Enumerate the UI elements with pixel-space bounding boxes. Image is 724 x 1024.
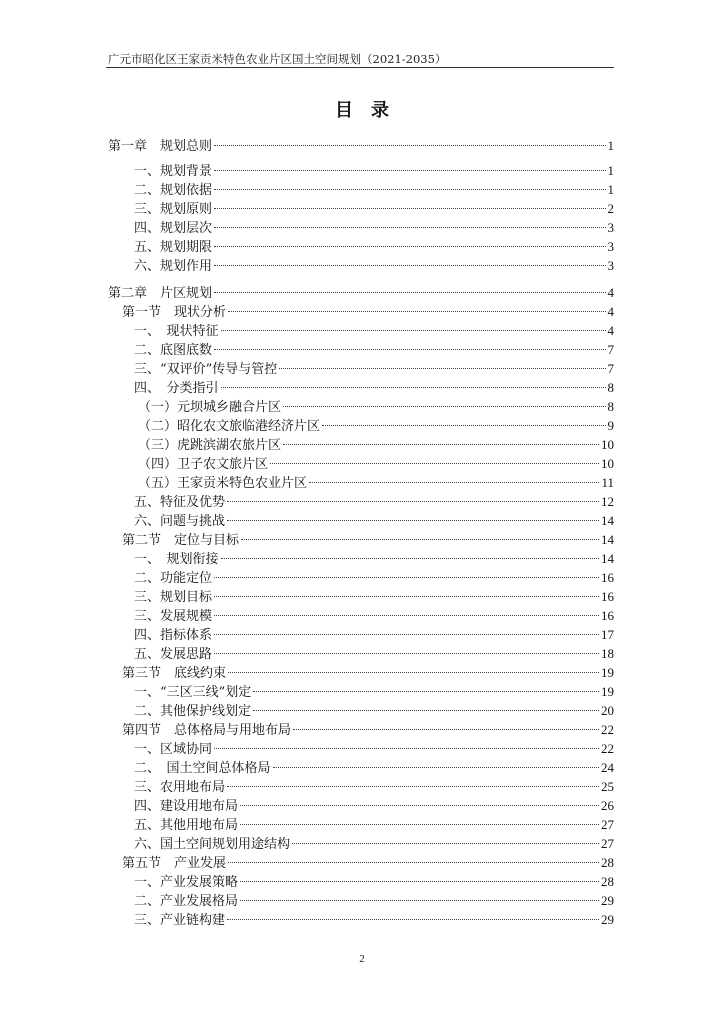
toc-entry-page: 4 (607, 285, 614, 300)
toc-entry-label: （三）虎跳滨湖农旅片区 (138, 438, 282, 453)
toc-entry-label: 四、指标体系 (134, 628, 213, 643)
dot-leader (228, 862, 599, 863)
toc-entry-page: 29 (601, 912, 614, 927)
dot-leader (241, 539, 599, 540)
toc-entry-label: 三、产业链构建 (134, 913, 226, 928)
running-header: 广元市昭化区王家贡米特色农业片区国土空间规划（2021-2035） (108, 52, 447, 66)
toc-entry-label: 六、国土空间规划用途结构 (134, 837, 291, 852)
toc-entry-label: 一、 现状特征 (134, 324, 219, 339)
toc-entry-page: 22 (601, 741, 614, 756)
toc-title: 目录 (335, 100, 407, 121)
dot-leader (227, 501, 599, 502)
dot-leader (214, 145, 605, 146)
toc-entry-label: 二、功能定位 (134, 571, 213, 586)
toc-entry[interactable] (108, 340, 614, 359)
toc-entry-label: 第一章 规划总则 (108, 139, 213, 154)
dot-leader (253, 691, 599, 692)
toc-entry[interactable] (108, 606, 614, 625)
toc-entry-page: 26 (601, 798, 614, 813)
toc-entry[interactable] (108, 796, 614, 815)
toc-entry[interactable] (108, 910, 614, 929)
toc-entry[interactable] (108, 568, 614, 587)
toc-entry[interactable] (108, 549, 614, 568)
toc-entry-page: 9 (607, 418, 614, 433)
toc-entry-label: 一、 规划衔接 (134, 552, 219, 567)
toc-entry[interactable] (108, 701, 614, 720)
dot-leader (214, 265, 605, 266)
toc-entry-page: 19 (601, 684, 614, 699)
toc-entry[interactable] (108, 815, 614, 834)
dot-leader (214, 246, 605, 247)
toc-entry[interactable] (108, 256, 614, 275)
dot-leader (221, 387, 606, 388)
toc-entry[interactable] (108, 587, 614, 606)
toc-entry-page: 1 (607, 138, 614, 153)
toc-entry-label: 第一节 现状分析 (122, 305, 227, 320)
toc-entry-label: 二、底图底数 (134, 343, 213, 358)
dot-leader (227, 520, 599, 521)
toc-entry-label: 第二节 定位与目标 (122, 533, 240, 548)
dot-leader (214, 577, 599, 578)
toc-entry[interactable] (108, 359, 614, 378)
dot-leader (214, 208, 605, 209)
toc-entry-label: 六、问题与挑战 (134, 514, 226, 529)
toc-entry-label: 第三节 底线约束 (122, 666, 227, 681)
toc-entry-label: 三、农用地布局 (134, 780, 226, 795)
toc-entry[interactable] (108, 492, 614, 511)
toc-entry-page: 4 (607, 304, 614, 319)
toc-entry-page: 1 (607, 163, 614, 178)
toc-entry[interactable] (108, 180, 614, 199)
toc-entry-label: 第五节 产业发展 (122, 856, 227, 871)
toc-entry-label: 三、规划原则 (134, 202, 213, 217)
toc-entry-label: 五、发展思路 (134, 647, 213, 662)
toc-entry-page: 24 (601, 760, 614, 775)
toc-entry-page: 16 (601, 570, 614, 585)
toc-entry-page: 25 (601, 779, 614, 794)
toc-section-entry[interactable] (108, 530, 614, 549)
toc-entry-label: 二、规划依据 (134, 183, 213, 198)
dot-leader (221, 558, 599, 559)
toc-entry-page: 1 (607, 182, 614, 197)
toc-section-entry[interactable] (108, 853, 614, 872)
toc-entry-label: 一、规划背景 (134, 164, 213, 179)
toc-entry[interactable] (108, 454, 614, 473)
toc-chapter-entry[interactable] (108, 136, 614, 155)
toc-entry[interactable] (108, 758, 614, 777)
toc-entry-label: 四、 分类指引 (134, 381, 219, 396)
dot-leader (214, 189, 605, 190)
toc-entry-label: 四、建设用地布局 (134, 799, 239, 814)
toc-entry[interactable] (108, 739, 614, 758)
toc-entry-page: 3 (607, 239, 614, 254)
toc-entry-page: 29 (601, 893, 614, 908)
toc-entry-page: 19 (601, 665, 614, 680)
toc-entry-page: 2 (607, 201, 614, 216)
toc-entry-page: 11 (601, 475, 614, 490)
dot-leader (214, 349, 605, 350)
toc-entry-page: 17 (601, 627, 614, 642)
toc-entry-page: 10 (601, 437, 614, 452)
dot-leader (283, 406, 605, 407)
dot-leader (221, 330, 606, 331)
dot-leader (214, 748, 599, 749)
toc-entry[interactable] (108, 218, 614, 237)
dot-leader (228, 672, 599, 673)
toc-section-entry[interactable] (108, 302, 614, 321)
toc-entry-page: 7 (607, 361, 614, 376)
dot-leader (279, 368, 605, 369)
toc-entry-label: （四）卫子农文旅片区 (138, 457, 269, 472)
toc-entry-page: 8 (607, 399, 614, 414)
toc-entry-label: 二、其他保护线划定 (134, 704, 252, 719)
dot-leader (240, 900, 599, 901)
toc-entry-label: （五）王家贡米特色农业片区 (138, 476, 308, 491)
toc-entry[interactable] (108, 378, 614, 397)
dot-leader (240, 824, 599, 825)
toc-entry-page: 12 (601, 494, 614, 509)
dot-leader (270, 463, 599, 464)
dot-leader (214, 596, 599, 597)
toc-entry[interactable] (108, 777, 614, 796)
page-number: 2 (359, 953, 365, 965)
toc-entry[interactable] (108, 682, 614, 701)
dot-leader (227, 786, 599, 787)
toc-entry[interactable] (108, 891, 614, 910)
toc-entry-page: 22 (601, 722, 614, 737)
dot-leader (240, 805, 599, 806)
dot-leader (240, 881, 599, 882)
toc-entry-label: 五、其他用地布局 (134, 818, 239, 833)
dot-leader (293, 729, 599, 730)
toc-section-entry[interactable] (108, 663, 614, 682)
toc-entry-page: 16 (601, 608, 614, 623)
toc-entry-page: 27 (601, 836, 614, 851)
toc-entry[interactable] (108, 473, 614, 492)
toc-entry-page: 18 (601, 646, 614, 661)
toc-entry-page: 8 (607, 380, 614, 395)
toc-entry-label: 第四节 总体格局与用地布局 (122, 723, 292, 738)
toc-entry-label: （二）昭化农文旅临港经济片区 (138, 419, 321, 434)
toc-entry[interactable] (108, 834, 614, 853)
table-of-contents (108, 136, 614, 929)
toc-entry-page: 28 (601, 874, 614, 889)
toc-entry[interactable] (108, 872, 614, 891)
toc-chapter-entry[interactable] (108, 283, 614, 302)
toc-entry-page: 16 (601, 589, 614, 604)
toc-entry-page: 20 (601, 703, 614, 718)
dot-leader (322, 425, 605, 426)
toc-entry-page: 3 (607, 258, 614, 273)
toc-entry-label: 五、规划期限 (134, 240, 213, 255)
toc-entry-page: 28 (601, 855, 614, 870)
toc-entry-label: 四、规划层次 (134, 221, 213, 236)
toc-entry-page: 27 (601, 817, 614, 832)
dot-leader (273, 767, 599, 768)
toc-entry-label: 一、“三区三线”划定 (134, 685, 252, 700)
toc-entry[interactable] (108, 321, 614, 340)
dot-leader (214, 292, 605, 293)
dot-leader (214, 170, 605, 171)
toc-section-entry[interactable] (108, 720, 614, 739)
toc-entry[interactable] (108, 511, 614, 530)
toc-entry-label: （一）元坝城乡融合片区 (138, 400, 282, 415)
dot-leader (309, 482, 599, 483)
toc-entry[interactable] (108, 397, 614, 416)
toc-entry[interactable] (108, 237, 614, 256)
toc-entry-label: 三、发展规模 (134, 609, 213, 624)
toc-entry[interactable] (108, 644, 614, 663)
toc-entry-label: 三、规划目标 (134, 590, 213, 605)
dot-leader (253, 710, 599, 711)
toc-entry-page: 3 (607, 220, 614, 235)
dot-leader (214, 653, 599, 654)
toc-entry[interactable] (108, 161, 614, 180)
toc-entry[interactable] (108, 199, 614, 218)
toc-entry-label: 第二章 片区规划 (108, 286, 213, 301)
toc-entry-label: 三、“双评价”传导与管控 (134, 362, 278, 377)
toc-entry-label: 二、产业发展格局 (134, 894, 239, 909)
toc-entry-page: 14 (601, 551, 614, 566)
toc-entry-page: 14 (601, 532, 614, 547)
toc-entry-page: 4 (607, 323, 614, 338)
toc-entry-page: 7 (607, 342, 614, 357)
dot-leader (227, 919, 599, 920)
dot-leader (214, 634, 599, 635)
dot-leader (292, 843, 599, 844)
dot-leader (214, 615, 599, 616)
toc-entry-label: 六、规划作用 (134, 259, 213, 274)
dot-leader (214, 227, 605, 228)
dot-leader (228, 311, 605, 312)
toc-entry-label: 一、区域协同 (134, 742, 213, 757)
toc-entry-page: 10 (601, 456, 614, 471)
toc-entry[interactable] (108, 625, 614, 644)
toc-entry-label: 二、 国土空间总体格局 (134, 761, 271, 776)
toc-entry-page: 14 (601, 513, 614, 528)
toc-entry-label: 一、产业发展策略 (134, 875, 239, 890)
dot-leader (283, 444, 599, 445)
toc-entry-label: 五、特征及优势 (134, 495, 226, 510)
toc-entry[interactable] (108, 416, 614, 435)
toc-entry[interactable] (108, 435, 614, 454)
header-rule (106, 67, 614, 68)
